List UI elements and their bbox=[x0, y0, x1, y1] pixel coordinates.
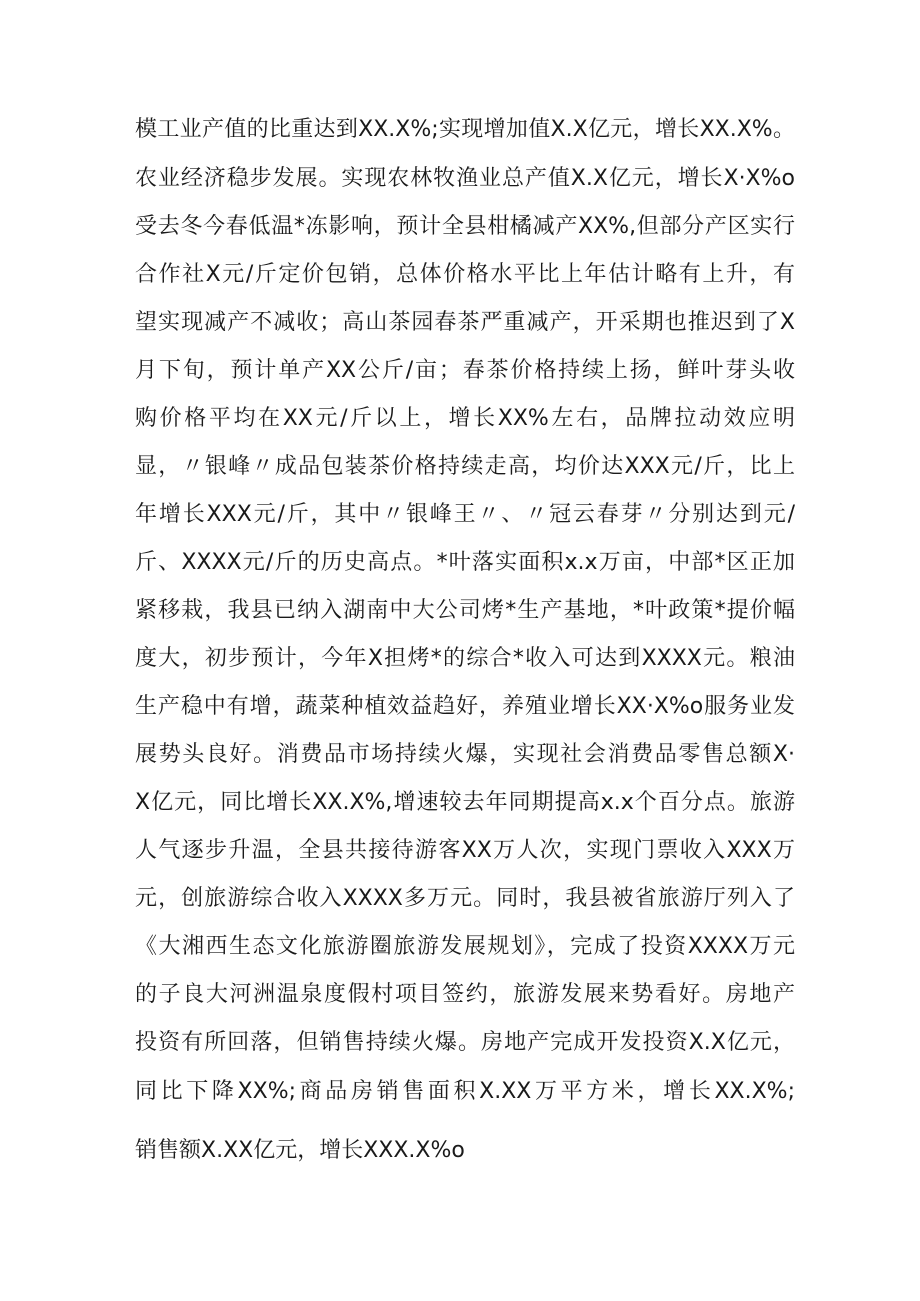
text-line-7: 购价格平均在XX元/斤以上，增长XX%左右，品牌拉动效应明 bbox=[135, 406, 795, 431]
text-line-19: 的子良大河洲温泉度假村项目签约，旅游发展来势看好。房地产 bbox=[135, 982, 795, 1007]
text-line-3: 受去冬今春低温*冻影响，预计全县柑橘减产XX%,但部分产区实行 bbox=[135, 214, 795, 239]
text-line-11: 紧移栽，我县已纳入湖南中大公司烤*生产基地，*叶政策*提价幅 bbox=[135, 598, 795, 623]
text-line-17: 元，创旅游综合收入XXXX多万元。同时，我县被省旅游厅列入了 bbox=[135, 886, 795, 911]
text-line-2: 农业经济稳步发展。实现农林牧渔业总产值X.X亿元，增长X·X%o bbox=[135, 166, 795, 191]
text-line-13: 生产稳中有增，蔬菜种植效益趋好，养殖业增长XX·X%o服务业发 bbox=[135, 694, 795, 719]
text-line-8: 显，〃银峰〃成品包装茶价格持续走高，均价达XXX元/斤，比上 bbox=[135, 454, 795, 479]
text-line-5: 望实现减产不减收；高山茶园春茶严重减产，开采期也推迟到了X bbox=[135, 310, 795, 335]
text-line-22: 销售额X.XX亿元，增长XXX.X%o bbox=[135, 1138, 465, 1163]
text-line-16: 人气逐步升温，全县共接待游客XX万人次，实现门票收入XXX万 bbox=[135, 838, 795, 863]
text-line-14: 展势头良好。消费品市场持续火爆，实现社会消费品零售总额X· bbox=[135, 742, 795, 767]
text-line-1: 模工业产值的比重达到XX.X%;实现增加值X.X亿元，增长XX.X%。 bbox=[135, 117, 795, 142]
text-line-20: 投资有所回落，但销售持续火爆。房地产完成开发投资X.X亿元， bbox=[135, 1030, 795, 1055]
text-line-9: 年增长XXX元/斤，其中〃银峰王〃、〃冠云春芽〃分别达到元/ bbox=[135, 502, 795, 527]
text-line-18: 《大湘西生态文化旅游圈旅游发展规划》，完成了投资XXXX万元 bbox=[135, 934, 795, 959]
text-line-4: 合作社X元/斤定价包销，总体价格水平比上年估计略有上升，有 bbox=[135, 262, 795, 287]
text-line-12: 度大，初步预计，今年X担烤*的综合*收入可达到XXXX元。粮油 bbox=[135, 646, 795, 671]
text-line-6: 月下旬，预计单产XX公斤/亩；春茶价格持续上扬，鲜叶芽头收 bbox=[135, 358, 795, 383]
text-line-15: X亿元，同比增长XX.X%,增速较去年同期提高x.x个百分点。旅游 bbox=[135, 790, 795, 815]
text-line-10: 斤、XXXX元/斤的历史高点。*叶落实面积x.x万亩，中部*区正加 bbox=[135, 550, 795, 575]
text-line-21: 同比下降XX%;商品房销售面积X.XX万平方米，增长XX.X%; bbox=[135, 1079, 795, 1104]
